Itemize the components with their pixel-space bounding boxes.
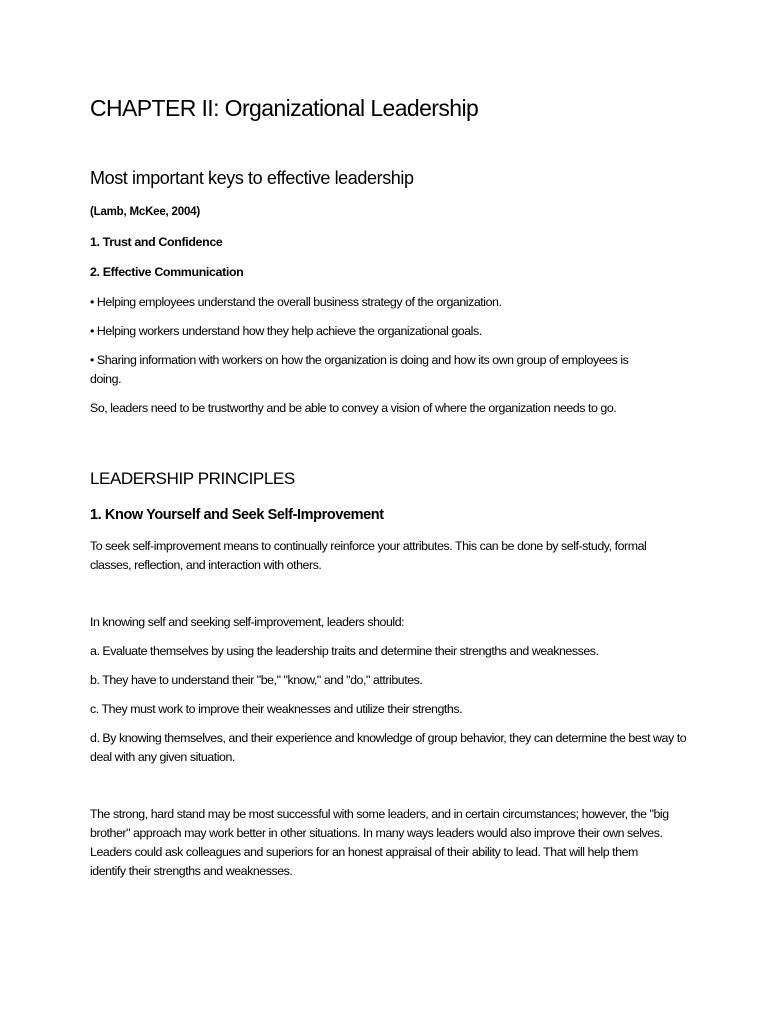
chapter-title: CHAPTER II: Organizational Leadership xyxy=(90,95,479,121)
closing-paragraph: The strong, hard stand may be most successful with some leaders, and in certain circumstances; however, the "big brother" approach may work better in other situations. In many ways leaders would also improve their own selves. Leaders could ask colleagues and superiors for an honest appraisal of their ability to lead. That will help them identify their strengths and weaknesses. xyxy=(90,807,669,878)
bullet-item: • Helping workers understand how they help achieve the organizational goals. xyxy=(90,324,482,338)
principle-point: c. They must work to improve their weaknesses and utilize their strengths. xyxy=(90,702,463,716)
citation: (Lamb, McKee, 2004) xyxy=(90,206,200,218)
principle-point: d. By knowing themselves, and their experience and knowledge of group behavior, they can determine the best way to deal with any given situation. xyxy=(90,731,687,764)
bullet-item: • Helping employees understand the overall business strategy of the organization. xyxy=(90,295,502,309)
intro-paragraph: To seek self-improvement means to continually reinforce your attributes. This can be done by self-study, formal classes, reflection, and interaction with others. xyxy=(90,539,647,572)
key-item-communication: 2. Effective Communication xyxy=(90,265,244,279)
section-heading-keys: Most important keys to effective leadership xyxy=(90,168,414,188)
principle-point: b. They have to understand their "be," "know," and "do," attributes. xyxy=(90,673,423,687)
bullet-item: • Sharing information with workers on how the organization is doing and how its own group of employees is doing. xyxy=(90,353,629,386)
principle-point: a. Evaluate themselves by using the leadership traits and determine their strengths and weaknesses. xyxy=(90,644,599,658)
principle-subheading: 1. Know Yourself and Seek Self-Improvement xyxy=(90,507,384,523)
lead-in-paragraph: In knowing self and seeking self-improvement, leaders should: xyxy=(90,615,405,629)
key-item-trust: 1. Trust and Confidence xyxy=(90,235,223,249)
conclusion-paragraph: So, leaders need to be trustworthy and be able to convey a vision of where the organization needs to go. xyxy=(90,401,617,415)
section-heading-principles: LEADERSHIP PRINCIPLES xyxy=(90,469,295,488)
